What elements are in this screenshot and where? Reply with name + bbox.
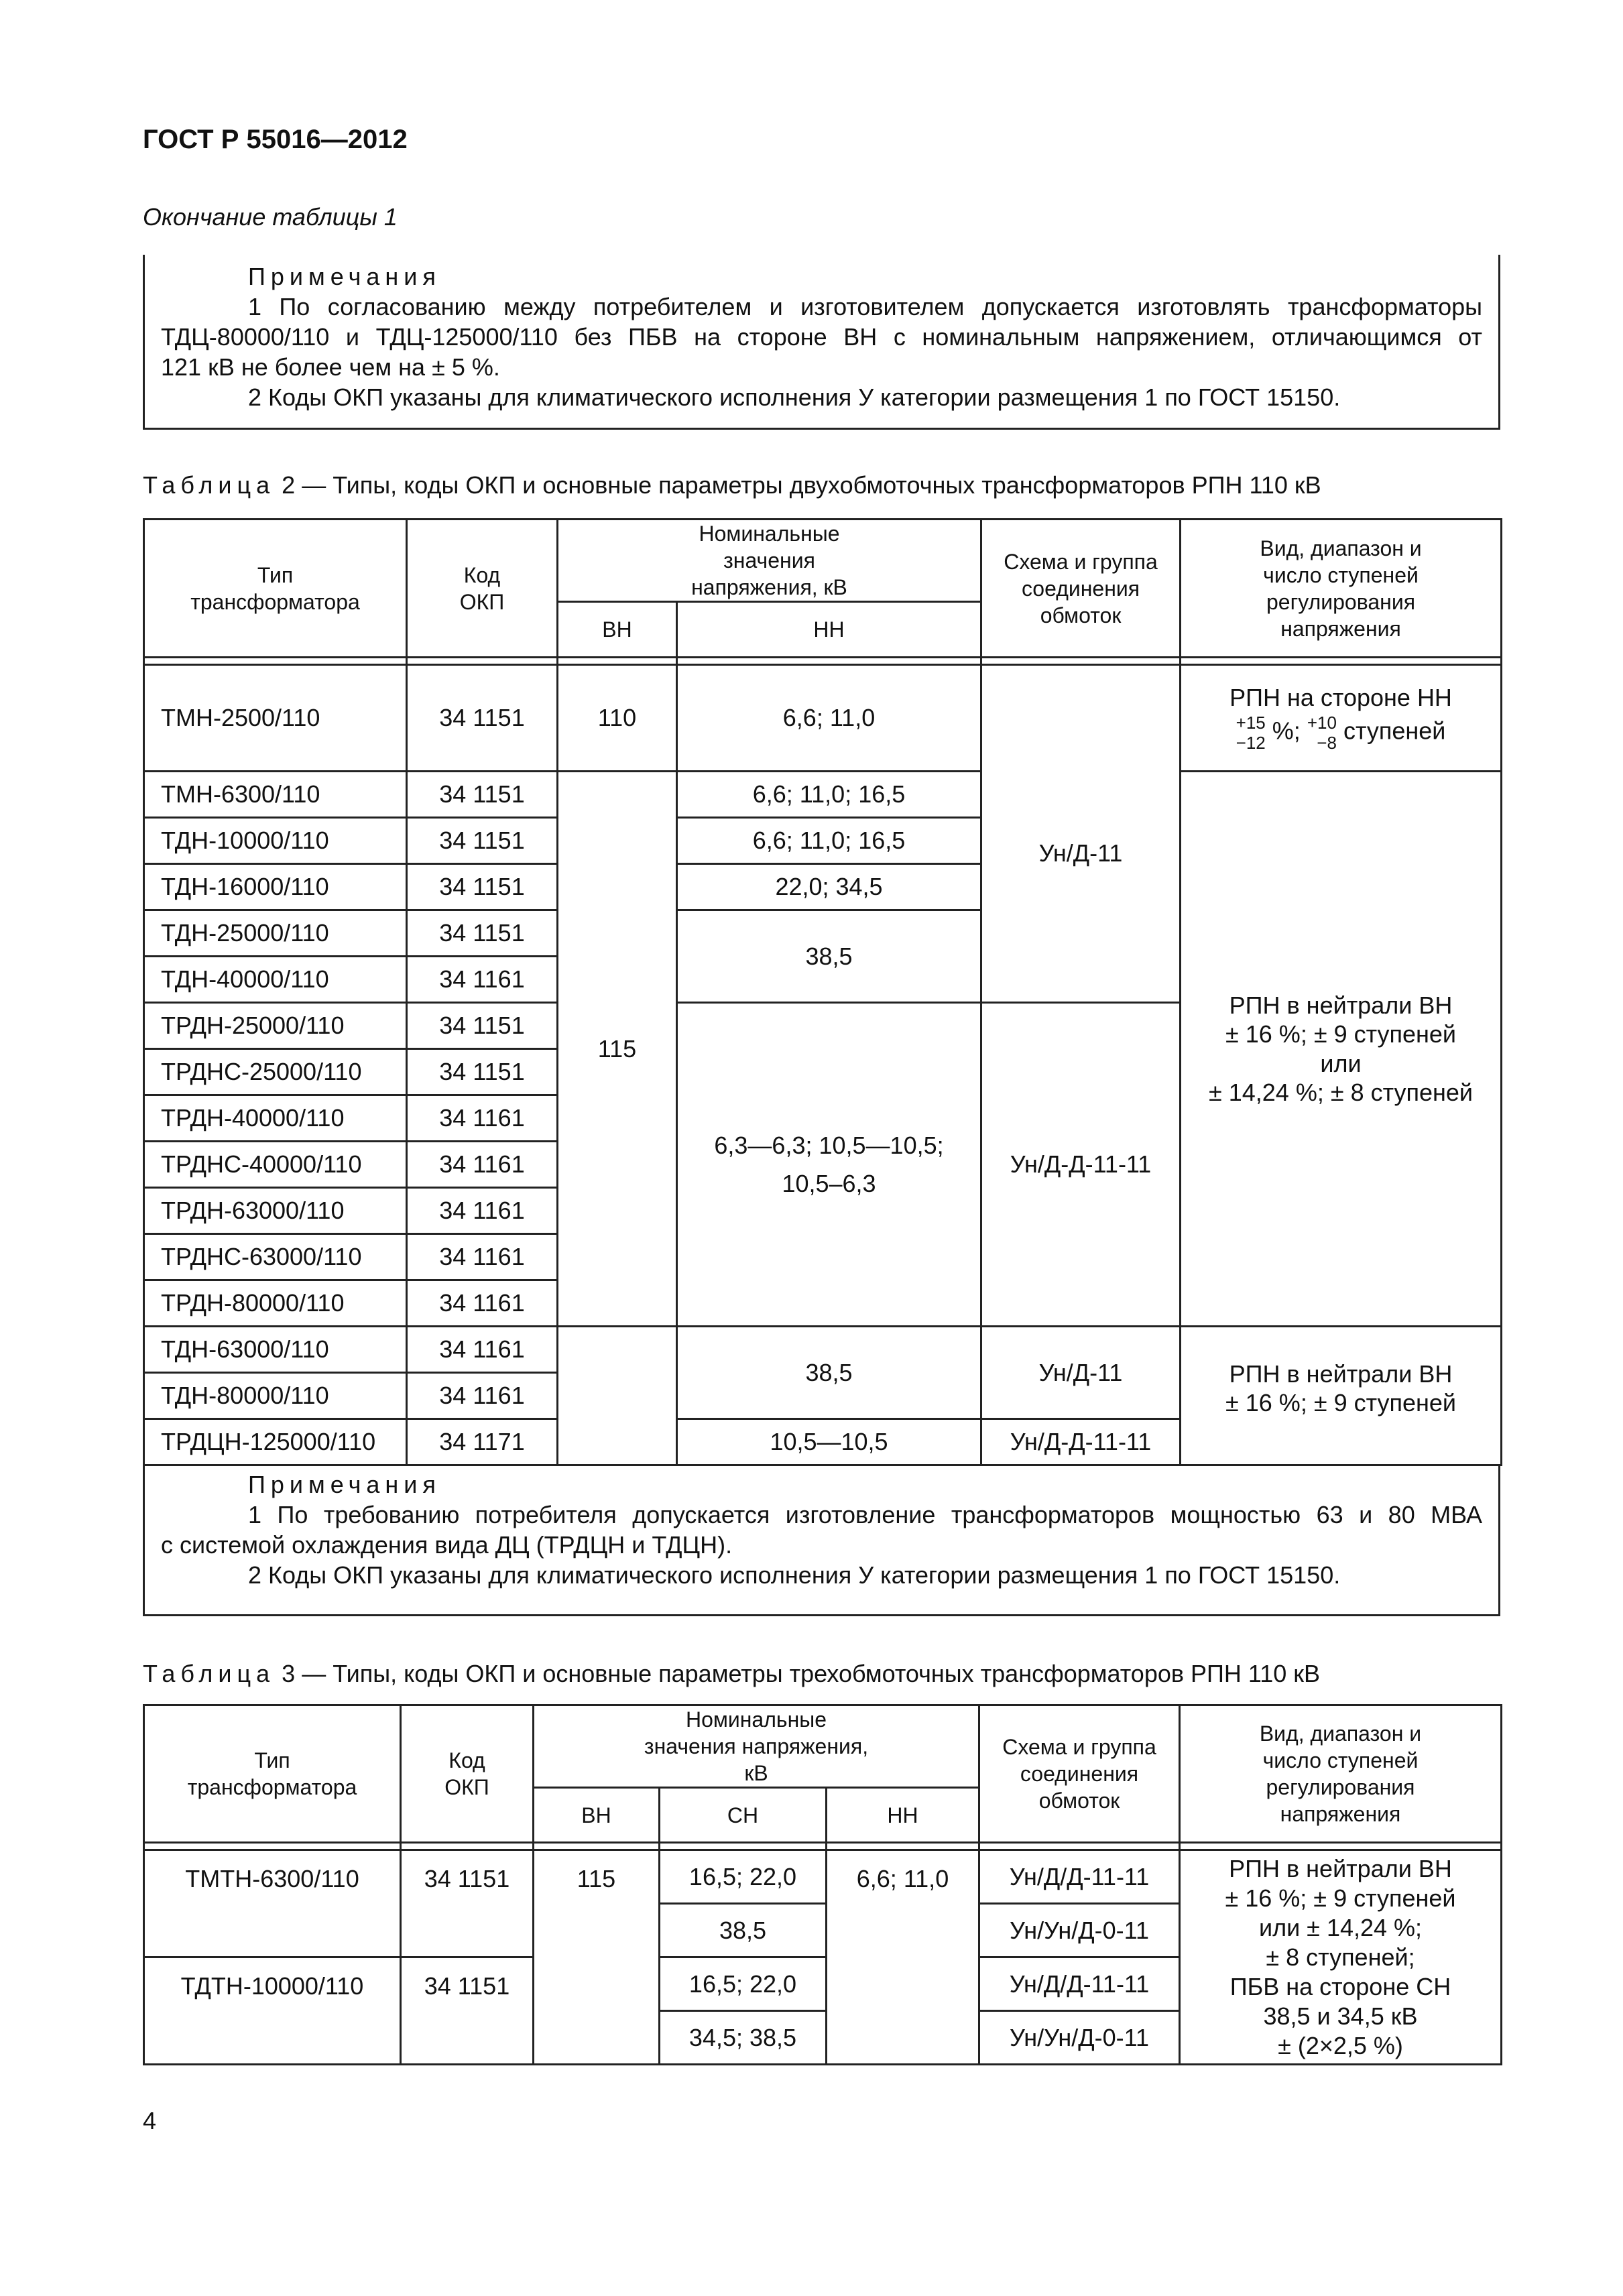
- table-cell-sn: 16,5; 22,0: [660, 1850, 827, 1904]
- table3: [143, 1704, 1502, 2065]
- notes-heading: Примечания: [248, 1471, 441, 1498]
- table-cell-scheme: Ун/Д-Д-11-11: [981, 1419, 1181, 1465]
- table-cell-vn: 110: [558, 665, 677, 772]
- range-fraction: +15 −12: [1236, 712, 1266, 753]
- table2-caption: Таблица 2 — Типы, коды ОКП и основные параметры двухобмоточных трансформаторов РПН 110 кВ: [143, 471, 1321, 499]
- table-cell-type: ТДН-16000/110: [144, 864, 407, 910]
- table-cell-type: ТРДН-40000/110: [144, 1095, 407, 1142]
- regulation-text: ПБВ на стороне СН: [1229, 1972, 1451, 2000]
- table-cell-nn: 6,6; 11,0; 16,5: [677, 772, 981, 818]
- table-cell-sn: 16,5; 22,0: [660, 1957, 827, 2011]
- col-header-scheme: Схема и группа соединения обмоток: [981, 520, 1181, 658]
- regulation-text: ± (2×2,5 %): [1278, 2031, 1403, 2059]
- note-text: 1 По согласованию между потребителем и изготовителем допускается изготовлять трансформаторы: [248, 293, 1482, 320]
- table-cell-vn: [558, 1327, 677, 1465]
- table-cell-scheme: Ун/Д-Д-11-11: [981, 1003, 1181, 1327]
- table-cell-regulation: [1181, 665, 1502, 772]
- regulation-text: ± 8 ступеней;: [1266, 1943, 1415, 1971]
- table-cell-code: 34 1151: [407, 1003, 558, 1049]
- table-cell-scheme: Ун/Ун/Д-0-11: [979, 1904, 1180, 1957]
- table-cell-code: 34 1151: [401, 1957, 534, 2065]
- note-text: с системой охлаждения вида ДЦ (ТРДЦН и ТДЦН).: [161, 1531, 733, 1559]
- table-cell-code: 34 1161: [407, 1280, 558, 1327]
- note-text: 2 Коды ОКП указаны для климатического исполнения У категории размещения 1 по ГОСТ 15150.: [248, 1561, 1341, 1589]
- col-header-voltage: Номинальные значения напряжения, кВ: [534, 1705, 979, 1788]
- table-cell-sn: 38,5: [660, 1904, 827, 1957]
- table-cell-regulation: [1180, 1850, 1502, 2065]
- col-header-code: Код ОКП: [407, 520, 558, 658]
- col-header-sn: СН: [660, 1788, 827, 1843]
- table-cell-nn: 6,6; 11,0: [677, 665, 981, 772]
- regulation-text: ± 14,24 %; ± 8 ступеней: [1208, 1078, 1474, 1106]
- table-cell-nn: [677, 1003, 981, 1327]
- col-header-regulation: Вид, диапазон и число ступеней регулирования напряжения: [1180, 1705, 1502, 1843]
- regulation-text: РПН на стороне НН: [1229, 684, 1452, 712]
- table-cell-type: ТДН-40000/110: [144, 957, 407, 1003]
- regulation-text: РПН в нейтрали ВН: [1229, 1854, 1452, 1882]
- table-cell-nn: 10,5—10,5: [677, 1419, 981, 1465]
- col-header-regulation: Вид, диапазон и число ступеней регулирования напряжения: [1181, 520, 1502, 658]
- table-cell-code: 34 1171: [407, 1419, 558, 1465]
- table-cell-regulation: [1181, 772, 1502, 1327]
- table-cell-nn: 38,5: [677, 910, 981, 1003]
- table-cell-regulation: [1181, 1327, 1502, 1465]
- table-cell-sn: 34,5; 38,5: [660, 2011, 827, 2065]
- nn-text: 10,5–6,3: [782, 1170, 876, 1197]
- regulation-text: РПН в нейтрали ВН: [1229, 1360, 1453, 1388]
- col-header-vn: ВН: [534, 1788, 660, 1843]
- table-cell-scheme: Ун/Ун/Д-0-11: [979, 2011, 1180, 2065]
- col-header-vn: ВН: [558, 602, 677, 658]
- regulation-text: ± 16 %; ± 9 ступеней: [1225, 1020, 1457, 1048]
- table-cell-code: 34 1151: [401, 1850, 534, 1957]
- table1-notes: [143, 255, 1500, 430]
- col-header-voltage: Номинальные значения напряжения, кВ: [558, 520, 981, 602]
- col-header-type: Тип трансформатора: [144, 520, 407, 658]
- table-cell-code: 34 1161: [407, 957, 558, 1003]
- table-cell-type: ТРДНС-40000/110: [144, 1142, 407, 1188]
- continuation-caption: Окончание таблицы 1: [143, 203, 398, 231]
- col-header-nn: НН: [827, 1788, 979, 1843]
- table-cell-nn: 6,6; 11,0; 16,5: [677, 818, 981, 864]
- nn-text: 6,3—6,3; 10,5—10,5;: [714, 1131, 944, 1159]
- table-cell-type: ТРДНС-25000/110: [144, 1049, 407, 1095]
- table-cell-type: ТРДН-80000/110: [144, 1280, 407, 1327]
- regulation-range: +15 −12 %; +10 −8 ступеней: [1236, 712, 1446, 753]
- table-cell-type: ТРДЦН-125000/110: [144, 1419, 407, 1465]
- table-cell-code: 34 1151: [407, 1049, 558, 1095]
- table-cell-code: 34 1161: [407, 1188, 558, 1234]
- table-cell-type: ТДН-80000/110: [144, 1373, 407, 1419]
- table-cell-code: 34 1161: [407, 1327, 558, 1373]
- note-text: 2 Коды ОКП указаны для климатического исполнения У категории размещения 1 по ГОСТ 15150.: [248, 383, 1341, 411]
- note-text: ТДЦ-80000/110 и ТДЦ-125000/110 без ПБВ на стороне ВН с номинальным напряжением, отличающимся от: [161, 323, 1482, 351]
- table-cell-code: 34 1161: [407, 1095, 558, 1142]
- col-header-nn: НН: [677, 602, 981, 658]
- page-number: 4: [143, 2107, 157, 2134]
- table-cell-type: ТДТН-10000/110: [144, 1957, 401, 2065]
- table-cell-code: 34 1151: [407, 910, 558, 957]
- table-cell-scheme: Ун/Д-11: [981, 665, 1181, 1003]
- table-cell-type: ТРДНС-63000/110: [144, 1234, 407, 1280]
- regulation-text: ± 16 %; ± 9 ступеней: [1225, 1884, 1456, 1912]
- table-cell-type: ТДН-63000/110: [144, 1327, 407, 1373]
- table-cell-scheme: Ун/Д/Д-11-11: [979, 1850, 1180, 1904]
- table2: [143, 518, 1502, 1466]
- table-cell-type: ТМН-6300/110: [144, 772, 407, 818]
- table2-notes: [143, 1464, 1500, 1616]
- table-cell-scheme: Ун/Д-11: [981, 1327, 1181, 1419]
- table-cell-code: 34 1161: [407, 1234, 558, 1280]
- table-cell-code: 34 1161: [407, 1373, 558, 1419]
- table-cell-code: 34 1151: [407, 818, 558, 864]
- table-cell-type: ТРДН-63000/110: [144, 1188, 407, 1234]
- regulation-text: или ± 14,24 %;: [1258, 1913, 1423, 1941]
- table-cell-type: ТМТН-6300/110: [144, 1850, 401, 1957]
- table-cell-nn: 6,6; 11,0: [827, 1850, 979, 2065]
- document-title: ГОСТ Р 55016—2012: [143, 125, 408, 154]
- regulation-text: 38,5 и 34,5 кВ: [1263, 2002, 1418, 2030]
- table3-caption: Таблица 3 — Типы, коды ОКП и основные параметры трехобмоточных трансформаторов РПН 110 кВ: [143, 1660, 1321, 1687]
- table-cell-code: 34 1151: [407, 864, 558, 910]
- note-text: 121 кВ не более чем на ± 5 %.: [161, 353, 500, 381]
- note-text: 1 По требованию потребителя допускается изготовление трансформаторов мощностью 63 и 80 МВА: [248, 1501, 1482, 1528]
- table-cell-code: 34 1151: [407, 772, 558, 818]
- range-fraction: +10 −8: [1307, 712, 1337, 753]
- notes-heading: Примечания: [248, 263, 441, 290]
- table-cell-type: ТРДН-25000/110: [144, 1003, 407, 1049]
- col-header-code: Код ОКП: [401, 1705, 534, 1843]
- table-cell-vn: 115: [558, 772, 677, 1327]
- regulation-text: ± 16 %; ± 9 ступеней: [1225, 1389, 1457, 1417]
- table-cell-vn: 115: [534, 1850, 660, 2065]
- table-cell-type: ТМН-2500/110: [144, 665, 407, 772]
- table-cell-type: ТДН-10000/110: [144, 818, 407, 864]
- regulation-text: РПН в нейтрали ВН: [1229, 991, 1453, 1020]
- col-header-type: Тип трансформатора: [144, 1705, 401, 1843]
- table-cell-code: 34 1161: [407, 1142, 558, 1188]
- table-cell-nn: 38,5: [677, 1327, 981, 1419]
- col-header-scheme: Схема и группа соединения обмоток: [979, 1705, 1180, 1843]
- table-cell-type: ТДН-25000/110: [144, 910, 407, 957]
- table-cell-code: 34 1151: [407, 665, 558, 772]
- regulation-text: или: [1320, 1049, 1362, 1077]
- table-cell-nn: 22,0; 34,5: [677, 864, 981, 910]
- table-cell-scheme: Ун/Д/Д-11-11: [979, 1957, 1180, 2011]
